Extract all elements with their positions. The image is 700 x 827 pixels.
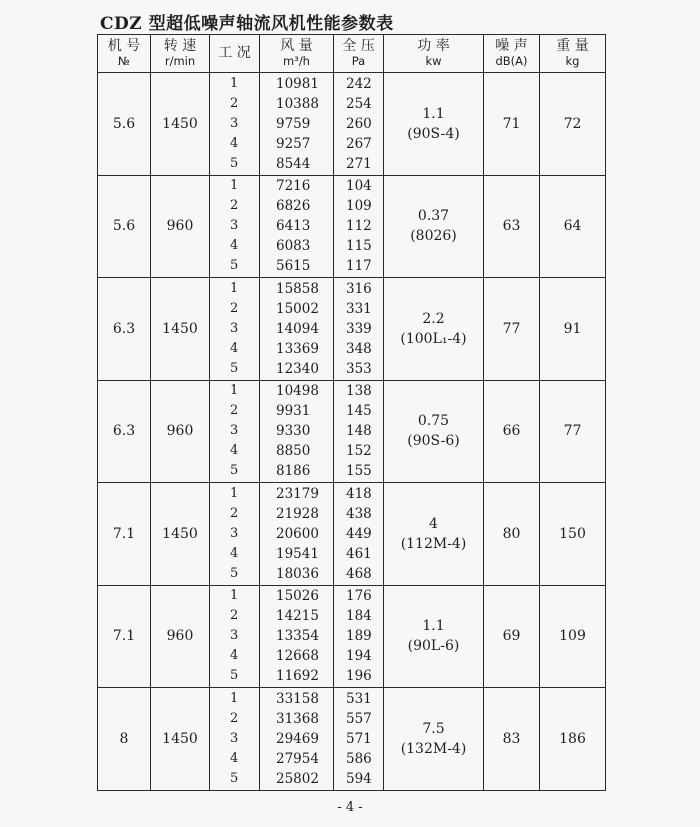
- pressure-cell-value: 418: [346, 485, 372, 502]
- airflow-cell-value: 29469: [276, 730, 319, 747]
- condition-cell-value: 2: [230, 710, 239, 726]
- airflow-cell-value: 9257: [276, 135, 311, 152]
- pressure-cell-value: 331: [346, 300, 372, 317]
- condition-cell: [210, 175, 260, 278]
- pressure-cell-value: 468: [346, 565, 372, 582]
- pressure-cell: [334, 688, 384, 791]
- pressure-cell-value: 196: [346, 668, 372, 685]
- airflow-cell-value: 11692: [276, 668, 319, 685]
- airflow-cell-value: 9330: [276, 423, 311, 440]
- weight-cell: 109: [540, 585, 606, 688]
- power-value: 1.1: [422, 105, 445, 122]
- condition-cell-value: 5: [230, 770, 239, 786]
- speed-cell: 1450: [151, 688, 210, 791]
- pressure-cell-value: 155: [346, 463, 372, 480]
- condition-cell: [210, 483, 260, 586]
- airflow-cell-value: 8186: [276, 463, 311, 480]
- table-row: [98, 73, 606, 176]
- condition-cell-value: 1: [230, 280, 239, 296]
- model-cell: 7.1: [98, 483, 151, 586]
- power-cell: [384, 175, 484, 278]
- pressure-cell-value: 242: [346, 75, 372, 92]
- condition-cell-value: 5: [230, 360, 239, 376]
- airflow-cell-value: 9759: [276, 115, 311, 132]
- header-power: 功 率 kw: [384, 35, 484, 73]
- page-number: - 4 -: [337, 800, 363, 815]
- pressure-cell: [334, 175, 384, 278]
- airflow-cell-value: 6083: [276, 238, 311, 255]
- power-value: 2.2: [422, 310, 445, 327]
- airflow-cell-value: 15858: [276, 280, 319, 297]
- power-cell: [384, 278, 484, 381]
- motor-model: (90S-6): [407, 433, 460, 450]
- speed-cell: 960: [151, 585, 210, 688]
- pressure-cell-value: 348: [346, 340, 372, 357]
- airflow-cell-value: 9931: [276, 403, 311, 420]
- table-row: [98, 175, 606, 278]
- airflow-cell-value: 10388: [276, 95, 319, 112]
- airflow-cell-value: 14215: [276, 608, 319, 625]
- power-cell: [384, 688, 484, 791]
- airflow-cell-value: 10981: [276, 75, 319, 92]
- airflow-cell: [260, 585, 334, 688]
- airflow-cell-value: 13369: [276, 340, 319, 357]
- condition-cell-value: 2: [230, 95, 239, 111]
- pressure-cell: [334, 278, 384, 381]
- pressure-cell-value: 138: [346, 383, 372, 400]
- airflow-cell-value: 27954: [276, 750, 319, 767]
- pressure-cell-value: 254: [346, 95, 372, 112]
- table-row: [98, 380, 606, 483]
- pressure-cell-value: 586: [346, 750, 372, 767]
- pressure-cell-value: 438: [346, 505, 372, 522]
- airflow-cell: [260, 483, 334, 586]
- header-weight: 重 量 kg: [540, 35, 606, 73]
- noise-cell: 71: [484, 73, 540, 176]
- condition-cell: [210, 688, 260, 791]
- airflow-cell-value: 7216: [276, 178, 311, 195]
- condition-cell-value: 5: [230, 258, 239, 274]
- pressure-cell-value: 104: [346, 178, 372, 195]
- condition-cell-value: 1: [230, 485, 239, 501]
- page-title: CDZ 型超低噪声轴流风机性能参数表: [100, 14, 394, 34]
- noise-cell: 77: [484, 278, 540, 381]
- motor-model: (8026): [410, 228, 457, 245]
- model-cell: 8: [98, 688, 151, 791]
- pressure-cell-value: 271: [346, 155, 372, 172]
- condition-cell-value: 2: [230, 608, 239, 624]
- pressure-cell-value: 194: [346, 648, 372, 665]
- power-value: 4: [429, 515, 438, 532]
- condition-cell-value: 5: [230, 155, 239, 171]
- condition-cell-value: 3: [230, 628, 239, 644]
- condition-cell-value: 3: [230, 423, 239, 439]
- model-cell: 5.6: [98, 175, 151, 278]
- weight-cell: 91: [540, 278, 606, 381]
- airflow-cell-value: 15002: [276, 300, 319, 317]
- speed-cell: 960: [151, 380, 210, 483]
- condition-cell-value: 4: [230, 545, 239, 561]
- airflow-cell-value: 20600: [276, 525, 319, 542]
- condition-cell-value: 4: [230, 443, 239, 459]
- condition-cell-value: 3: [230, 525, 239, 541]
- motor-model: (100L₁-4): [400, 330, 467, 347]
- motor-model: (112M-4): [400, 535, 467, 552]
- airflow-cell-value: 31368: [276, 710, 319, 727]
- airflow-cell-value: 6826: [276, 198, 311, 215]
- pressure-cell: [334, 73, 384, 176]
- header-noise: 噪 声 dB(A): [484, 35, 540, 73]
- pressure-cell-value: 571: [346, 730, 372, 747]
- condition-cell-value: 3: [230, 115, 239, 131]
- airflow-cell-value: 33158: [276, 690, 319, 707]
- condition-cell: [210, 73, 260, 176]
- power-cell: [384, 380, 484, 483]
- condition-cell-value: 1: [230, 690, 239, 706]
- pressure-cell-value: 115: [346, 238, 372, 255]
- weight-cell: 77: [540, 380, 606, 483]
- condition-cell-value: 4: [230, 648, 239, 664]
- condition-cell-value: 2: [230, 300, 239, 316]
- airflow-cell-value: 18036: [276, 565, 319, 582]
- speed-cell: 960: [151, 175, 210, 278]
- airflow-cell-value: 6413: [276, 218, 311, 235]
- model-cell: 6.3: [98, 380, 151, 483]
- airflow-cell-value: 25802: [276, 770, 319, 787]
- pressure-cell-value: 339: [346, 320, 372, 337]
- condition-cell-value: 4: [230, 135, 239, 151]
- airflow-cell-value: 19541: [276, 545, 319, 562]
- airflow-cell-value: 14094: [276, 320, 319, 337]
- airflow-cell: [260, 688, 334, 791]
- pressure-cell: [334, 585, 384, 688]
- speed-cell: 1450: [151, 73, 210, 176]
- airflow-cell: [260, 175, 334, 278]
- motor-model: (132M-4): [400, 740, 467, 757]
- airflow-cell: [260, 380, 334, 483]
- weight-cell: 64: [540, 175, 606, 278]
- pressure-cell-value: 145: [346, 403, 372, 420]
- noise-cell: 66: [484, 380, 540, 483]
- airflow-cell-value: 13354: [276, 628, 319, 645]
- airflow-cell-value: 12340: [276, 360, 319, 377]
- airflow-cell-value: 5615: [276, 258, 311, 275]
- pressure-cell-value: 148: [346, 423, 372, 440]
- condition-cell: [210, 585, 260, 688]
- airflow-cell-value: 21928: [276, 505, 319, 522]
- header-airflow: 风 量 m³/h: [260, 35, 334, 73]
- weight-cell: 72: [540, 73, 606, 176]
- noise-cell: 80: [484, 483, 540, 586]
- noise-cell: 83: [484, 688, 540, 791]
- pressure-cell-value: 353: [346, 360, 372, 377]
- pressure-cell-value: 461: [346, 545, 372, 562]
- condition-cell-value: 3: [230, 320, 239, 336]
- condition-cell-value: 2: [230, 505, 239, 521]
- airflow-cell-value: 10498: [276, 383, 319, 400]
- power-cell: [384, 483, 484, 586]
- speed-cell: 1450: [151, 483, 210, 586]
- pressure-cell-value: 267: [346, 135, 372, 152]
- pressure-cell-value: 449: [346, 525, 372, 542]
- pressure-cell-value: 112: [346, 218, 372, 235]
- performance-table: [97, 34, 606, 791]
- airflow-cell-value: 8850: [276, 443, 311, 460]
- weight-cell: 186: [540, 688, 606, 791]
- model-cell: 7.1: [98, 585, 151, 688]
- pressure-cell-value: 176: [346, 588, 372, 605]
- condition-cell-value: 5: [230, 668, 239, 684]
- power-value: 0.37: [417, 208, 450, 225]
- pressure-cell-value: 152: [346, 443, 372, 460]
- condition-cell: [210, 278, 260, 381]
- condition-cell-value: 3: [230, 730, 239, 746]
- condition-cell-value: 1: [230, 588, 239, 604]
- pressure-cell-value: 260: [346, 115, 372, 132]
- condition-cell-value: 1: [230, 383, 239, 399]
- condition-cell-value: 2: [230, 403, 239, 419]
- condition-cell-value: 1: [230, 178, 239, 194]
- airflow-cell: [260, 278, 334, 381]
- pressure-cell-value: 189: [346, 628, 372, 645]
- noise-cell: 63: [484, 175, 540, 278]
- table-row: [98, 585, 606, 688]
- header-pressure: 全 压 Pa: [334, 35, 384, 73]
- condition-cell-value: 2: [230, 198, 239, 214]
- condition-cell-value: 5: [230, 463, 239, 479]
- table-row: [98, 688, 606, 791]
- condition-cell-value: 1: [230, 75, 239, 91]
- condition-cell-value: 5: [230, 565, 239, 581]
- condition-cell-value: 3: [230, 218, 239, 234]
- pressure-cell: [334, 483, 384, 586]
- airflow-cell-value: 15026: [276, 588, 319, 605]
- pressure-cell-value: 184: [346, 608, 372, 625]
- header-condition: 工 况: [210, 35, 260, 73]
- pressure-cell-value: 557: [346, 710, 372, 727]
- power-cell: [384, 73, 484, 176]
- table-header-row: [98, 35, 606, 73]
- condition-cell-value: 4: [230, 340, 239, 356]
- speed-cell: 1450: [151, 278, 210, 381]
- pressure-cell-value: 117: [346, 258, 372, 275]
- noise-cell: 69: [484, 585, 540, 688]
- power-cell: [384, 585, 484, 688]
- header-speed: 转 速 r/min: [151, 35, 210, 73]
- airflow-cell-value: 23179: [276, 485, 319, 502]
- condition-cell-value: 4: [230, 238, 239, 254]
- header-model: 机 号 №: [98, 35, 151, 73]
- table-row: [98, 483, 606, 586]
- motor-model: (90L-6): [407, 638, 460, 655]
- power-value: 0.75: [417, 413, 450, 430]
- airflow-cell-value: 12668: [276, 648, 319, 665]
- airflow-cell: [260, 73, 334, 176]
- condition-cell: [210, 380, 260, 483]
- model-cell: 5.6: [98, 73, 151, 176]
- power-value: 7.5: [422, 720, 445, 737]
- table-row: [98, 278, 606, 381]
- airflow-cell-value: 8544: [276, 155, 311, 172]
- weight-cell: 150: [540, 483, 606, 586]
- condition-cell-value: 4: [230, 750, 239, 766]
- pressure-cell-value: 594: [346, 770, 372, 787]
- model-cell: 6.3: [98, 278, 151, 381]
- motor-model: (90S-4): [407, 125, 460, 142]
- pressure-cell-value: 316: [346, 280, 372, 297]
- power-value: 1.1: [422, 618, 445, 635]
- pressure-cell: [334, 380, 384, 483]
- pressure-cell-value: 531: [346, 690, 372, 707]
- pressure-cell-value: 109: [346, 198, 372, 215]
